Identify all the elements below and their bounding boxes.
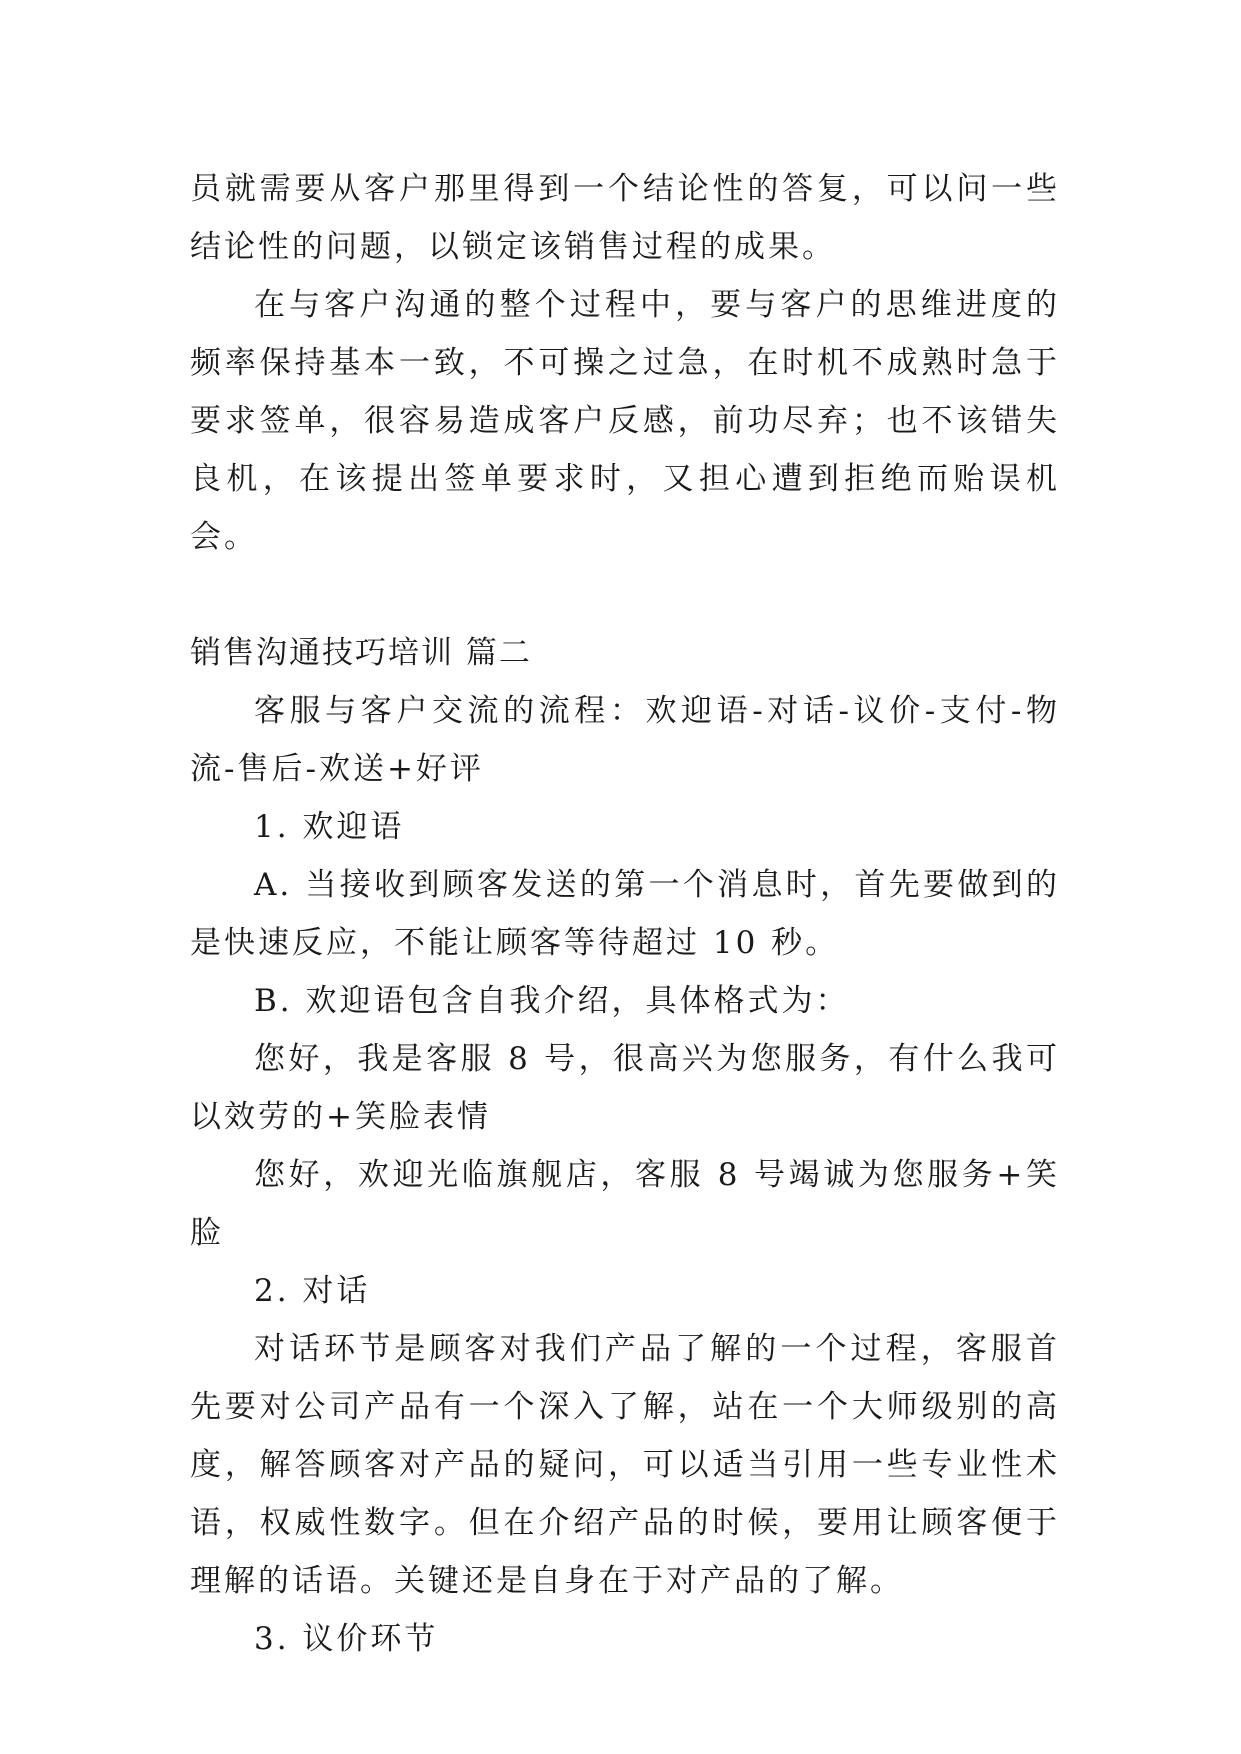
item-heading-dialogue: 2. 对话 — [254, 1273, 371, 1309]
document-body — [190, 160, 1060, 1668]
paragraph-welcome-a: A. 当接收到顾客发送的第一个消息时，首先要做到的是快速反应，不能让顾客等待超过 10 秒。 — [190, 867, 1060, 961]
paragraph-continued: 员就需要从客户那里得到一个结论性的答复，可以问一些结论性的问题，以锁定该销售过程的成果。 — [190, 171, 1060, 265]
paragraph-welcome-example-1: 您好，我是客服 8 号，很高兴为您服务，有什么我可以效劳的+笑脸表情 — [190, 1041, 1060, 1135]
section-heading: 销售沟通技巧培训 篇二 — [190, 635, 532, 671]
item-heading-welcome: 1. 欢迎语 — [254, 809, 405, 845]
paragraph-welcome-example-2: 您好，欢迎光临旗舰店，客服 8 号竭诚为您服务+笑脸 — [190, 1157, 1060, 1251]
item-heading-bargaining: 3. 议价环节 — [254, 1621, 439, 1657]
paragraph-welcome-b: B. 欢迎语包含自我介绍，具体格式为： — [254, 983, 850, 1019]
paragraph-dialogue: 对话环节是顾客对我们产品了解的一个过程，客服首先要对公司产品有一个深入了解，站在一个大师级别的高度，解答顾客对产品的疑问，可以适当引用一些专业性术语，权威性数字。但在介绍产品的时候，要用让顾客便于理解的话语。关键还是自身在于对产品的了解。 — [190, 1331, 1060, 1599]
paragraph-communication-pace: 在与客户沟通的整个过程中，要与客户的思维进度的频率保持基本一致，不可操之过急，在时机不成熟时急于要求签单，很容易造成客户反感，前功尽弃；也不该错失良机，在该提出签单要求时，又担心遭到拒绝而贻误机会。 — [190, 287, 1060, 555]
paragraph-service-flow: 客服与客户交流的流程：欢迎语-对话-议价-支付-物流-售后-欢送+好评 — [190, 693, 1060, 787]
